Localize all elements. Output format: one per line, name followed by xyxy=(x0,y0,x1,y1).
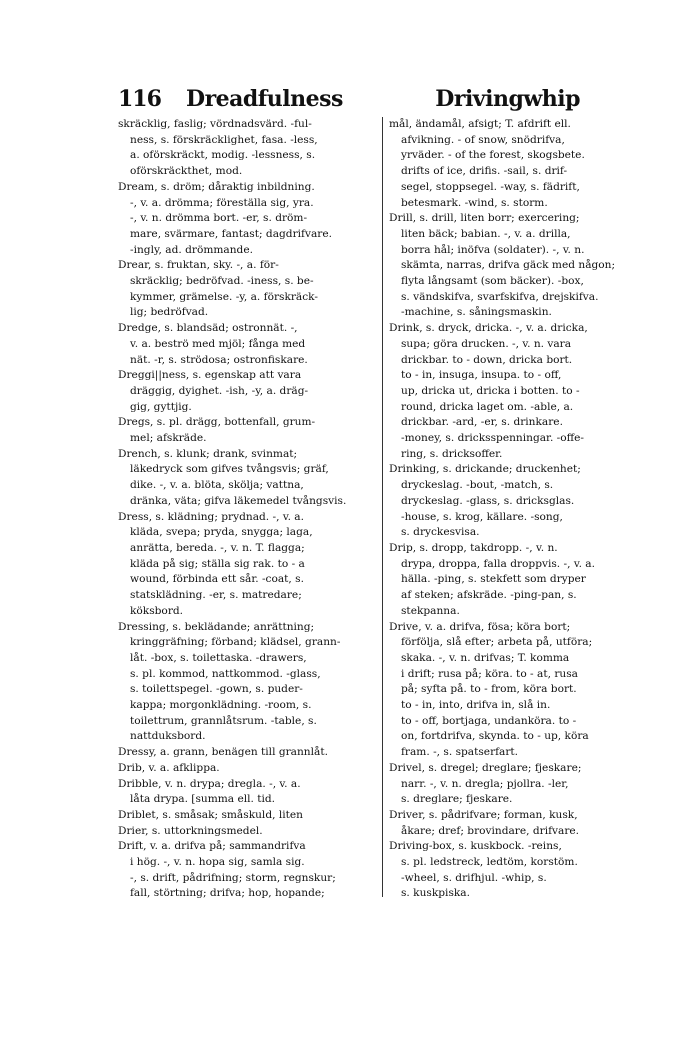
dictionary-entry xyxy=(118,447,383,510)
entry-line: köksbord. xyxy=(130,604,184,617)
entry-line: ring, s. dricksoffer. xyxy=(401,447,503,460)
dictionary-entry xyxy=(118,180,383,259)
entry-line: kymmer, grämelse. -y, a. förskräck- xyxy=(130,290,318,303)
header-last-word: Drivingwhip xyxy=(435,86,580,112)
entry-line: Drivel, s. dregel; dreglare; fjeskare; xyxy=(389,761,582,774)
entry-line: Drink, s. dryck, dricka. -, v. a. dricka, xyxy=(389,322,588,335)
entry-line: kringgräfning; förband; klädsel, grann- xyxy=(130,636,341,649)
entry-line: s. pl. ledstreck, ledtöm, korstöm. xyxy=(401,856,578,869)
entry-line: s. dreglare; fjeskare. xyxy=(401,793,513,806)
entry-line: -, v. a. drömma; föreställa sig, yra. xyxy=(130,196,314,209)
entry-line: drickbar. to - down, dricka bort. xyxy=(401,353,573,366)
dictionary-entry xyxy=(389,620,651,761)
entry-line: s. pl. kommod, nattkommod. -glass, xyxy=(130,667,321,680)
dictionary-entry xyxy=(389,808,651,839)
entry-line: mel; afskräde. xyxy=(130,432,207,445)
entry-line: -wheel, s. drifhjul. -whip, s. xyxy=(401,871,547,884)
entry-line: gig, gyttjig. xyxy=(130,400,192,413)
entry-line: up, dricka ut, dricka i botten. to - xyxy=(401,384,580,397)
page-number: 116 xyxy=(118,86,161,112)
entry-line: kläda på sig; ställa sig rak. to - a xyxy=(130,557,305,570)
dictionary-entry xyxy=(389,117,651,211)
dictionary-entry xyxy=(118,620,383,746)
dictionary-entry xyxy=(118,117,383,180)
entry-line: to - in, into, drifva in, slå in. xyxy=(401,699,551,712)
entry-line: Drear, s. fruktan, sky. -, a. för- xyxy=(118,259,279,272)
dictionary-entry xyxy=(389,462,651,541)
dictionary-entry xyxy=(118,839,383,902)
entry-line: segel, stoppsegel. -way, s. fädrift, xyxy=(401,180,580,193)
entry-line: kläda, svepa; pryda, snygga; laga, xyxy=(130,526,313,539)
dictionary-entry xyxy=(118,321,383,368)
entry-line: afvikning. - of snow, snödrifva, xyxy=(401,133,565,146)
entry-line: s. kuskpiska. xyxy=(401,887,470,900)
entry-line: -money, s. dricksspenningar. -offe- xyxy=(401,432,585,445)
entry-line: låta drypa. [summa ell. tid. xyxy=(130,793,276,806)
entry-line: supa; göra drucken. -, v. n. vara xyxy=(401,337,572,350)
dictionary-entry xyxy=(389,541,651,620)
entry-line: skämta, narras, drifva gäck med någon; xyxy=(401,259,616,272)
entry-line: oförskräckthet, mod. xyxy=(130,165,243,178)
entry-line: liten bäck; babian. -, v. a. drilla, xyxy=(401,227,571,240)
column-divider xyxy=(382,117,383,897)
entry-line: Drill, s. drill, liten borr; exercering; xyxy=(389,212,580,225)
dictionary-entry xyxy=(118,808,383,824)
entry-line: hälla. -ping, s. stekfett som dryper xyxy=(401,573,586,586)
entry-line: betesmark. -wind, s. storm. xyxy=(401,196,548,209)
dictionary-entry xyxy=(118,258,383,321)
entry-line: -ingly, ad. drömmande. xyxy=(130,243,253,256)
entry-line: Dress, s. klädning; prydnad. -, v. a. xyxy=(118,510,304,523)
entry-line: mål, ändamål, afsigt; T. afdrift ell. xyxy=(389,118,571,130)
entry-line: to - in, insuga, insupa. to - off, xyxy=(401,369,562,382)
dictionary-entry xyxy=(118,368,383,415)
left-column xyxy=(118,117,383,902)
entry-line: af steken; afskräde. -ping-pan, s. xyxy=(401,589,577,602)
entry-line: statsklädning. -er, s. matredare; xyxy=(130,589,302,602)
entry-line: nät. -r, s. strödosa; ostronfiskare. xyxy=(130,353,308,366)
entry-line: läkedryck som gifves tvångsvis; gräf, xyxy=(130,463,329,476)
header-first-word: Dreadfulness xyxy=(186,86,343,112)
entry-line: Drive, v. a. drifva, fösa; köra bort; xyxy=(389,620,571,633)
entry-line: i hög. -, v. n. hopa sig, samla sig. xyxy=(130,856,305,869)
entry-line: kappa; morgonklädning. -room, s. xyxy=(130,699,312,712)
entry-line: -, s. drift, pådrifning; storm, regnskur; xyxy=(130,871,336,884)
entry-line: ness, s. förskräcklighet, fasa. -less, xyxy=(130,133,318,146)
entry-line: Driver, s. pådrifvare; forman, kusk, xyxy=(389,808,578,821)
entry-line: anrätta, bereda. -, v. n. T. flagga; xyxy=(130,541,305,554)
right-column xyxy=(389,117,651,902)
entry-line: Dressing, s. beklädande; anrättning; xyxy=(118,620,315,633)
page-header xyxy=(118,86,580,118)
entry-line: s. toilettspegel. -gown, s. puder- xyxy=(130,683,303,696)
entry-line: lig; bedröfvad. xyxy=(130,306,209,319)
entry-line: låt. -box, s. toilettaska. -drawers, xyxy=(130,651,307,664)
entry-line: on, fortdrifva, skynda. to - up, köra xyxy=(401,730,589,743)
entry-line: på; syfta på. to - from, köra bort. xyxy=(401,683,577,696)
entry-line: dryckeslag. -bout, -match, s. xyxy=(401,479,554,492)
entry-line: round, dricka laget om. -able, a. xyxy=(401,400,574,413)
entry-line: dräggig, dyighet. -ish, -y, a. dräg- xyxy=(130,384,309,397)
entry-line: v. a. beströ med mjöl; fånga med xyxy=(130,337,306,350)
entry-line: borra hål; inöfva (soldater). -, v. n. xyxy=(401,243,585,256)
entry-line: -house, s. krog, källare. -song, xyxy=(401,510,563,523)
dictionary-entry xyxy=(118,777,383,808)
entry-line: fram. -, s. spatserfart. xyxy=(401,746,519,759)
entry-line: i drift; rusa på; köra. to - at, rusa xyxy=(401,667,578,680)
entry-line: Drench, s. klunk; drank, svinmat; xyxy=(118,447,298,460)
dictionary-entry xyxy=(389,839,651,902)
entry-line: s. vändskifva, svarfskifva, drejskifva. xyxy=(401,290,599,303)
entry-line: drifts of ice, drifis. -sail, s. drif- xyxy=(401,165,568,178)
entry-line: dränka, väta; gifva läkemedel tvångsvis. xyxy=(130,494,347,507)
entry-line: yrväder. - of the forest, skogsbete. xyxy=(401,149,585,162)
entry-line: Dredge, s. blandsäd; ostronnät. -, xyxy=(118,322,298,335)
entry-line: flyta långsamt (som bäcker). -box, xyxy=(401,275,584,288)
entry-line: dike. -, v. a. blöta, skölja; vattna, xyxy=(130,479,304,492)
entry-line: stekpanna. xyxy=(401,604,460,617)
entry-line: Dreggi||ness, s. egenskap att vara xyxy=(118,369,302,382)
dictionary-entry xyxy=(389,211,651,321)
entry-line: skaka. -, v. n. drifvas; T. komma xyxy=(401,651,570,664)
entry-line: fall, störtning; drifva; hop, hopande; xyxy=(130,887,325,900)
entry-line: mare, svärmare, fantast; dagdrifvare. xyxy=(130,227,332,240)
entry-line: -, v. n. drömma bort. -er, s. dröm- xyxy=(130,212,308,225)
entry-line: Drier, s. uttorkningsmedel. xyxy=(118,824,263,837)
entry-line: Drinking, s. drickande; druckenhet; xyxy=(389,463,581,476)
entry-line: drypa, droppa, falla droppvis. -, v. a. xyxy=(401,557,595,570)
entry-line: Drift, v. a. drifva på; sammandrifva xyxy=(118,840,306,853)
dictionary-entry xyxy=(389,761,651,808)
entry-line: drickbar. -ard, -er, s. drinkare. xyxy=(401,416,563,429)
dictionary-entry xyxy=(118,745,383,761)
entry-line: dryckeslag. -glass, s. dricksglas. xyxy=(401,494,575,507)
entry-line: Dressy, a. grann, benägen till grannlåt. xyxy=(118,746,328,759)
dictionary-entry xyxy=(118,761,383,777)
entry-line: -machine, s. såningsmaskin. xyxy=(401,306,552,319)
dictionary-entry xyxy=(389,321,651,462)
entry-line: skräcklig, faslig; vördnadsvärd. -ful- xyxy=(118,118,312,130)
entry-line: narr. -, v. n. dregla; pjollra. -ler, xyxy=(401,777,569,790)
entry-line: a. oförskräckt, modig. -lessness, s. xyxy=(130,149,316,162)
entry-line: Driblet, s. småsak; småskuld, liten xyxy=(118,808,303,821)
dictionary-entry xyxy=(118,510,383,620)
entry-line: Drip, s. dropp, takdropp. -, v. n. xyxy=(389,541,558,554)
entry-line: förfölja, slå efter; arbeta på, utföra; xyxy=(401,636,593,649)
entry-line: s. dryckesvisa. xyxy=(401,526,480,539)
entry-line: to - off, bortjaga, undanköra. to - xyxy=(401,714,577,727)
entry-line: Driving-box, s. kuskbock. -reins, xyxy=(389,840,562,853)
entry-line: skräcklig; bedröfvad. -iness, s. be- xyxy=(130,275,314,288)
entry-line: Drib, v. a. afklippa. xyxy=(118,761,220,774)
entry-line: Dregs, s. pl. drägg, bottenfall, grum- xyxy=(118,416,316,429)
entry-line: åkare; dref; brovindare, drifvare. xyxy=(401,824,580,837)
entry-line: toilettrum, grannlåtsrum. -table, s. xyxy=(130,714,317,727)
entry-line: Dribble, v. n. drypa; dregla. -, v. a. xyxy=(118,777,301,790)
dictionary-entry xyxy=(118,415,383,446)
entry-line: nattduksbord. xyxy=(130,730,206,743)
entry-line: wound, förbinda ett sår. -coat, s. xyxy=(130,573,304,586)
dictionary-entry xyxy=(118,824,383,840)
entry-line: Dream, s. dröm; dåraktig inbildning. xyxy=(118,180,315,193)
